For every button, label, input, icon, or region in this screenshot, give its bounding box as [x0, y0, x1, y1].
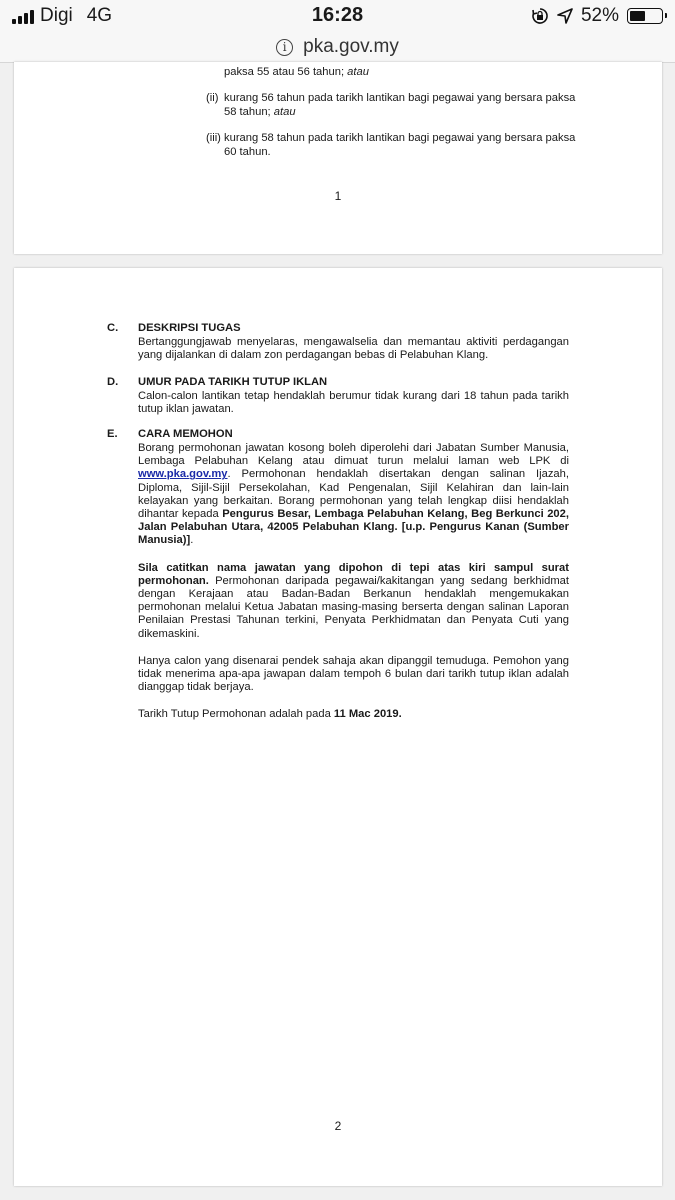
battery-percent: 52% — [580, 5, 619, 26]
section-body: Calon-calon lantikan tetap hendaklah berumur tidak kurang dari 18 tahun pada tarikh tutup iklan jawatan. — [138, 390, 569, 416]
url-text[interactable]: pka.gov.my — [303, 36, 399, 57]
paragraph: Borang permohonan jawatan kosong boleh diperolehi dari Jabatan Sumber Manusia, Lembaga Pelabuhan Kelang atau dimuat turun melalui laman web LPK di www.pka.gov.my. Permohonan hendaklah disertakan dengan salinan Ijazah, Diploma, Sijil-Sijil Persekolahan, Kad Pengenalan, Sijil Kelahiran dan lain-lain kelayakan yang berkaitan. Borang permohonan yang telah lengkap diisi hendaklah dihantar kepada Pengurus Besar, Lembaga Pelabuhan Kelang, Beg Berkunci 202, Jalan Pelabuhan Utara, 42005 Pelabuhan Klang. [u.p. Pengurus Kanan (Sumber Manusia)]. — [138, 442, 569, 547]
carrier-name: Digi — [40, 5, 73, 26]
section-letter: E. — [107, 428, 118, 440]
section-letter: D. — [107, 376, 119, 388]
network-type: 4G — [86, 5, 113, 26]
page-number: 1 — [334, 189, 342, 203]
address-bar[interactable] — [0, 32, 675, 63]
battery-icon — [627, 8, 663, 24]
list-item: paksa 55 atau 56 tahun; atau — [224, 66, 369, 78]
paragraph: Sila catitkan nama jawatan yang dipohon di tepi atas kiri sampul surat permohonan. Permohonan daripada pegawai/kakitangan yang sedang berkhidmat dengan Kerajaan atau Badan-Badan Berkanun hendaklah mengemukakan permohonan melalui Ketua Jabatan masing-masing berserta dengan salinan Laporan Penilaian Prestasi Tahunan terkini, Penyata Perkhidmatan dan Penyata Cuti yang dikemaskini. — [138, 561, 569, 640]
clock: 16:28 — [311, 4, 364, 26]
section-body: Bertanggungjawab menyelaras, mengawalselia dan memantau aktiviti perdagangan yang dijalankan di dalam zon perdagangan bebas di Pelabuhan Klang. — [138, 336, 569, 362]
section-heading: UMUR PADA TARIKH TUTUP IKLAN — [138, 376, 328, 388]
paragraph: Hanya calon yang disenarai pendek sahaja akan dipanggil temuduga. Pemohon yang tidak menerima apa-apa jawapan dalam tempoh 6 bulan dari tarikh tutup iklan adalah dianggap tidak berjaya. — [138, 654, 569, 694]
list-item: (ii) kurang 56 tahun pada tarikh lantikan bagi pegawai yang bersara paksa — [206, 92, 576, 104]
list-item: (iii) kurang 58 tahun pada tarikh lantikan bagi pegawai yang bersara paksa — [206, 132, 576, 144]
section-body — [138, 442, 569, 736]
paragraph: Tarikh Tutup Permohonan adalah pada 11 Mac 2019. — [138, 708, 402, 721]
page-number: 2 — [334, 1119, 342, 1133]
section-heading: CARA MEMOHON — [138, 428, 233, 440]
list-item: 60 tahun. — [224, 146, 271, 158]
document-page-1 — [14, 62, 662, 254]
status-bar — [0, 0, 675, 32]
info-icon[interactable]: i — [276, 39, 293, 56]
document-page-2 — [14, 268, 662, 1186]
location-arrow-icon — [557, 8, 573, 24]
rotation-lock-icon — [531, 7, 549, 25]
section-letter: C. — [107, 322, 119, 334]
section-heading: DESKRIPSI TUGAS — [138, 322, 241, 334]
list-item: 58 tahun; atau — [224, 106, 296, 118]
website-link[interactable]: www.pka.gov.my — [138, 468, 228, 481]
